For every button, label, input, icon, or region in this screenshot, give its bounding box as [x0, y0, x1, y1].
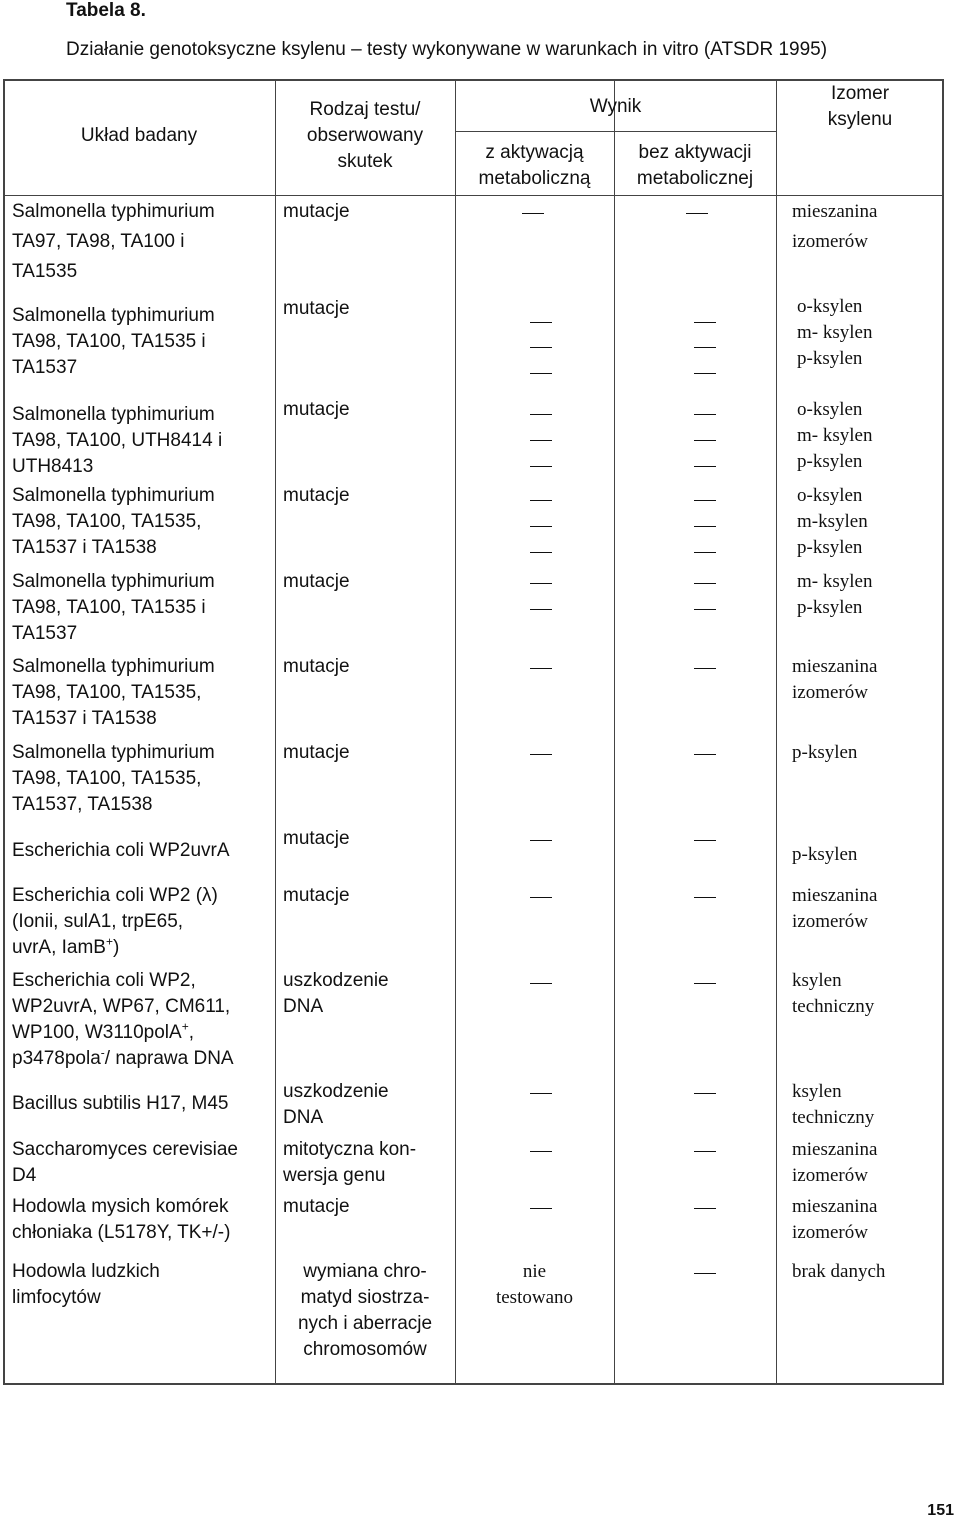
row-8-test: mutacje — [283, 828, 350, 849]
row-12-with-activation — [530, 1151, 552, 1152]
row-1-isomer: mieszanina izomerów — [792, 201, 878, 252]
row-5-with-dash — [530, 609, 552, 610]
row-1-test: mutacje — [283, 201, 350, 222]
row-3-without-dash — [694, 440, 716, 441]
row-6-isomer: mieszanina izomerów — [792, 656, 878, 703]
row-13-system: Hodowla mysich komórek chłoniaka (L5178Y, TK+/-) — [12, 1196, 231, 1243]
row-3-with-dash — [530, 466, 552, 467]
column-divider — [776, 79, 777, 1385]
row-8-with-activation — [530, 840, 552, 841]
row-2-without-dash — [694, 322, 716, 323]
row-14-with-activation: nie testowano — [495, 1261, 574, 1308]
header-test: Rodzaj testu/ obserwowany skutek — [306, 99, 424, 172]
row-5-without-dash — [694, 609, 716, 610]
header-without-activation: bez aktywacji metabolicznej — [636, 142, 754, 189]
row-3-isomer: o-ksylen m- ksylen p-ksylen — [797, 399, 873, 472]
row-10-test: uszkodzenie DNA — [283, 970, 389, 1017]
row-4-with-dash — [530, 552, 552, 553]
row-3-test: mutacje — [283, 399, 350, 420]
row-7-isomer: p-ksylen — [792, 742, 858, 763]
row-4-with-dash — [530, 526, 552, 527]
row-9-system: Escherichia coli WP2 (λ) (Ionii, sulA1, trpE65, uvrA, IamB+) — [12, 885, 218, 958]
row-10-system: Escherichia coli WP2, WP2uvrA, WP67, CM611, WP100, W3110polA+, p3478pola-/ naprawa DNA — [12, 970, 234, 1069]
row-9-isomer: mieszanina izomerów — [792, 885, 878, 932]
row-14-isomer: brak danych — [792, 1261, 886, 1282]
row-11-with-activation — [530, 1093, 552, 1094]
row-12-test: mitotyczna kon- wersja genu — [283, 1139, 417, 1186]
row-6-without-activation — [694, 668, 716, 669]
row-2-without-dash — [694, 373, 716, 374]
row-13-with-activation — [530, 1208, 552, 1209]
row-12-system: Saccharomyces cerevisiae D4 — [12, 1139, 238, 1186]
row-14-system: Hodowla ludzkich limfocytów — [12, 1261, 160, 1308]
row-2-with-dash — [530, 373, 552, 374]
row-13-test: mutacje — [283, 1196, 350, 1217]
row-11-isomer: ksylen techniczny — [792, 1081, 875, 1128]
row-13-isomer: mieszanina izomerów — [792, 1196, 878, 1243]
row-13-without-activation — [694, 1208, 716, 1209]
row-3-without-dash — [694, 466, 716, 467]
header-divider — [455, 131, 776, 132]
header-isomer: Izomer ksylenu — [827, 83, 893, 130]
row-4-with-dash — [530, 500, 552, 501]
row-3-with-dash — [530, 414, 552, 415]
row-2-test: mutacje — [283, 298, 350, 319]
header-divider — [3, 195, 944, 196]
row-6-test: mutacje — [283, 656, 350, 677]
row-14-test: wymiana chro- matyd siostrza- nych i aberracje chromosomów — [297, 1261, 433, 1360]
row-10-with-activation — [530, 983, 552, 984]
row-12-without-activation — [694, 1151, 716, 1152]
row-9-with-activation — [530, 897, 552, 898]
row-9-without-activation — [694, 897, 716, 898]
row-11-test: uszkodzenie DNA — [283, 1081, 389, 1128]
row-7-test: mutacje — [283, 742, 350, 763]
row-2-isomer: o-ksylen m- ksylen p-ksylen — [797, 296, 873, 369]
row-10-isomer: ksylen techniczny — [792, 970, 875, 1017]
header-with-activation: z aktywacją metaboliczną — [478, 142, 591, 189]
page-number: 151 — [927, 1502, 954, 1519]
row-5-test: mutacje — [283, 571, 350, 592]
row-7-system: Salmonella typhimurium TA98, TA100, TA1535, TA1537, TA1538 — [12, 742, 215, 815]
row-3-system: Salmonella typhimurium TA98, TA100, UTH8414 i UTH8413 — [12, 404, 223, 477]
row-1-with-activation — [522, 213, 544, 214]
row-6-with-activation — [530, 668, 552, 669]
row-2-with-dash — [530, 347, 552, 348]
column-divider — [275, 79, 276, 1385]
row-4-system: Salmonella typhimurium TA98, TA100, TA1535, TA1537 i TA1538 — [12, 485, 215, 558]
row-7-with-activation — [530, 754, 552, 755]
row-4-isomer: o-ksylen m-ksylen p-ksylen — [797, 485, 868, 558]
row-1-without-activation — [686, 213, 708, 214]
row-6-system: Salmonella typhimurium TA98, TA100, TA1535, TA1537 i TA1538 — [12, 656, 215, 729]
row-8-without-activation — [694, 840, 716, 841]
row-1-system: Salmonella typhimurium TA97, TA98, TA100 i TA1535 — [12, 201, 215, 282]
table-title: Działanie genotoksyczne ksylenu – testy wykonywane w warunkach in vitro (ATSDR 1995) — [66, 39, 828, 60]
header-system: Układ badany — [80, 125, 198, 146]
header-result: Wynik — [589, 96, 642, 117]
row-7-without-activation — [694, 754, 716, 755]
row-4-test: mutacje — [283, 485, 350, 506]
row-3-with-dash — [530, 440, 552, 441]
row-8-isomer: p-ksylen — [792, 844, 858, 865]
row-11-system: Bacillus subtilis H17, M45 — [12, 1093, 229, 1114]
column-divider — [455, 79, 456, 1385]
row-11-without-activation — [694, 1093, 716, 1094]
row-3-without-dash — [694, 414, 716, 415]
row-14-without-activation — [694, 1273, 716, 1274]
table-caption: Tabela 8. — [66, 0, 146, 21]
row-2-system: Salmonella typhimurium TA98, TA100, TA1535 i TA1537 — [12, 305, 215, 378]
row-5-isomer: m- ksylen p-ksylen — [797, 571, 873, 618]
column-divider — [614, 79, 615, 1385]
row-8-system: Escherichia coli WP2uvrA — [12, 840, 230, 861]
row-4-without-dash — [694, 526, 716, 527]
row-9-test: mutacje — [283, 885, 350, 906]
row-5-without-dash — [694, 583, 716, 584]
row-4-without-dash — [694, 500, 716, 501]
row-2-without-dash — [694, 347, 716, 348]
row-12-isomer: mieszanina izomerów — [792, 1139, 878, 1186]
row-5-system: Salmonella typhimurium TA98, TA100, TA1535 i TA1537 — [12, 571, 215, 644]
row-10-without-activation — [694, 983, 716, 984]
row-4-without-dash — [694, 552, 716, 553]
row-2-with-dash — [530, 322, 552, 323]
row-5-with-dash — [530, 583, 552, 584]
